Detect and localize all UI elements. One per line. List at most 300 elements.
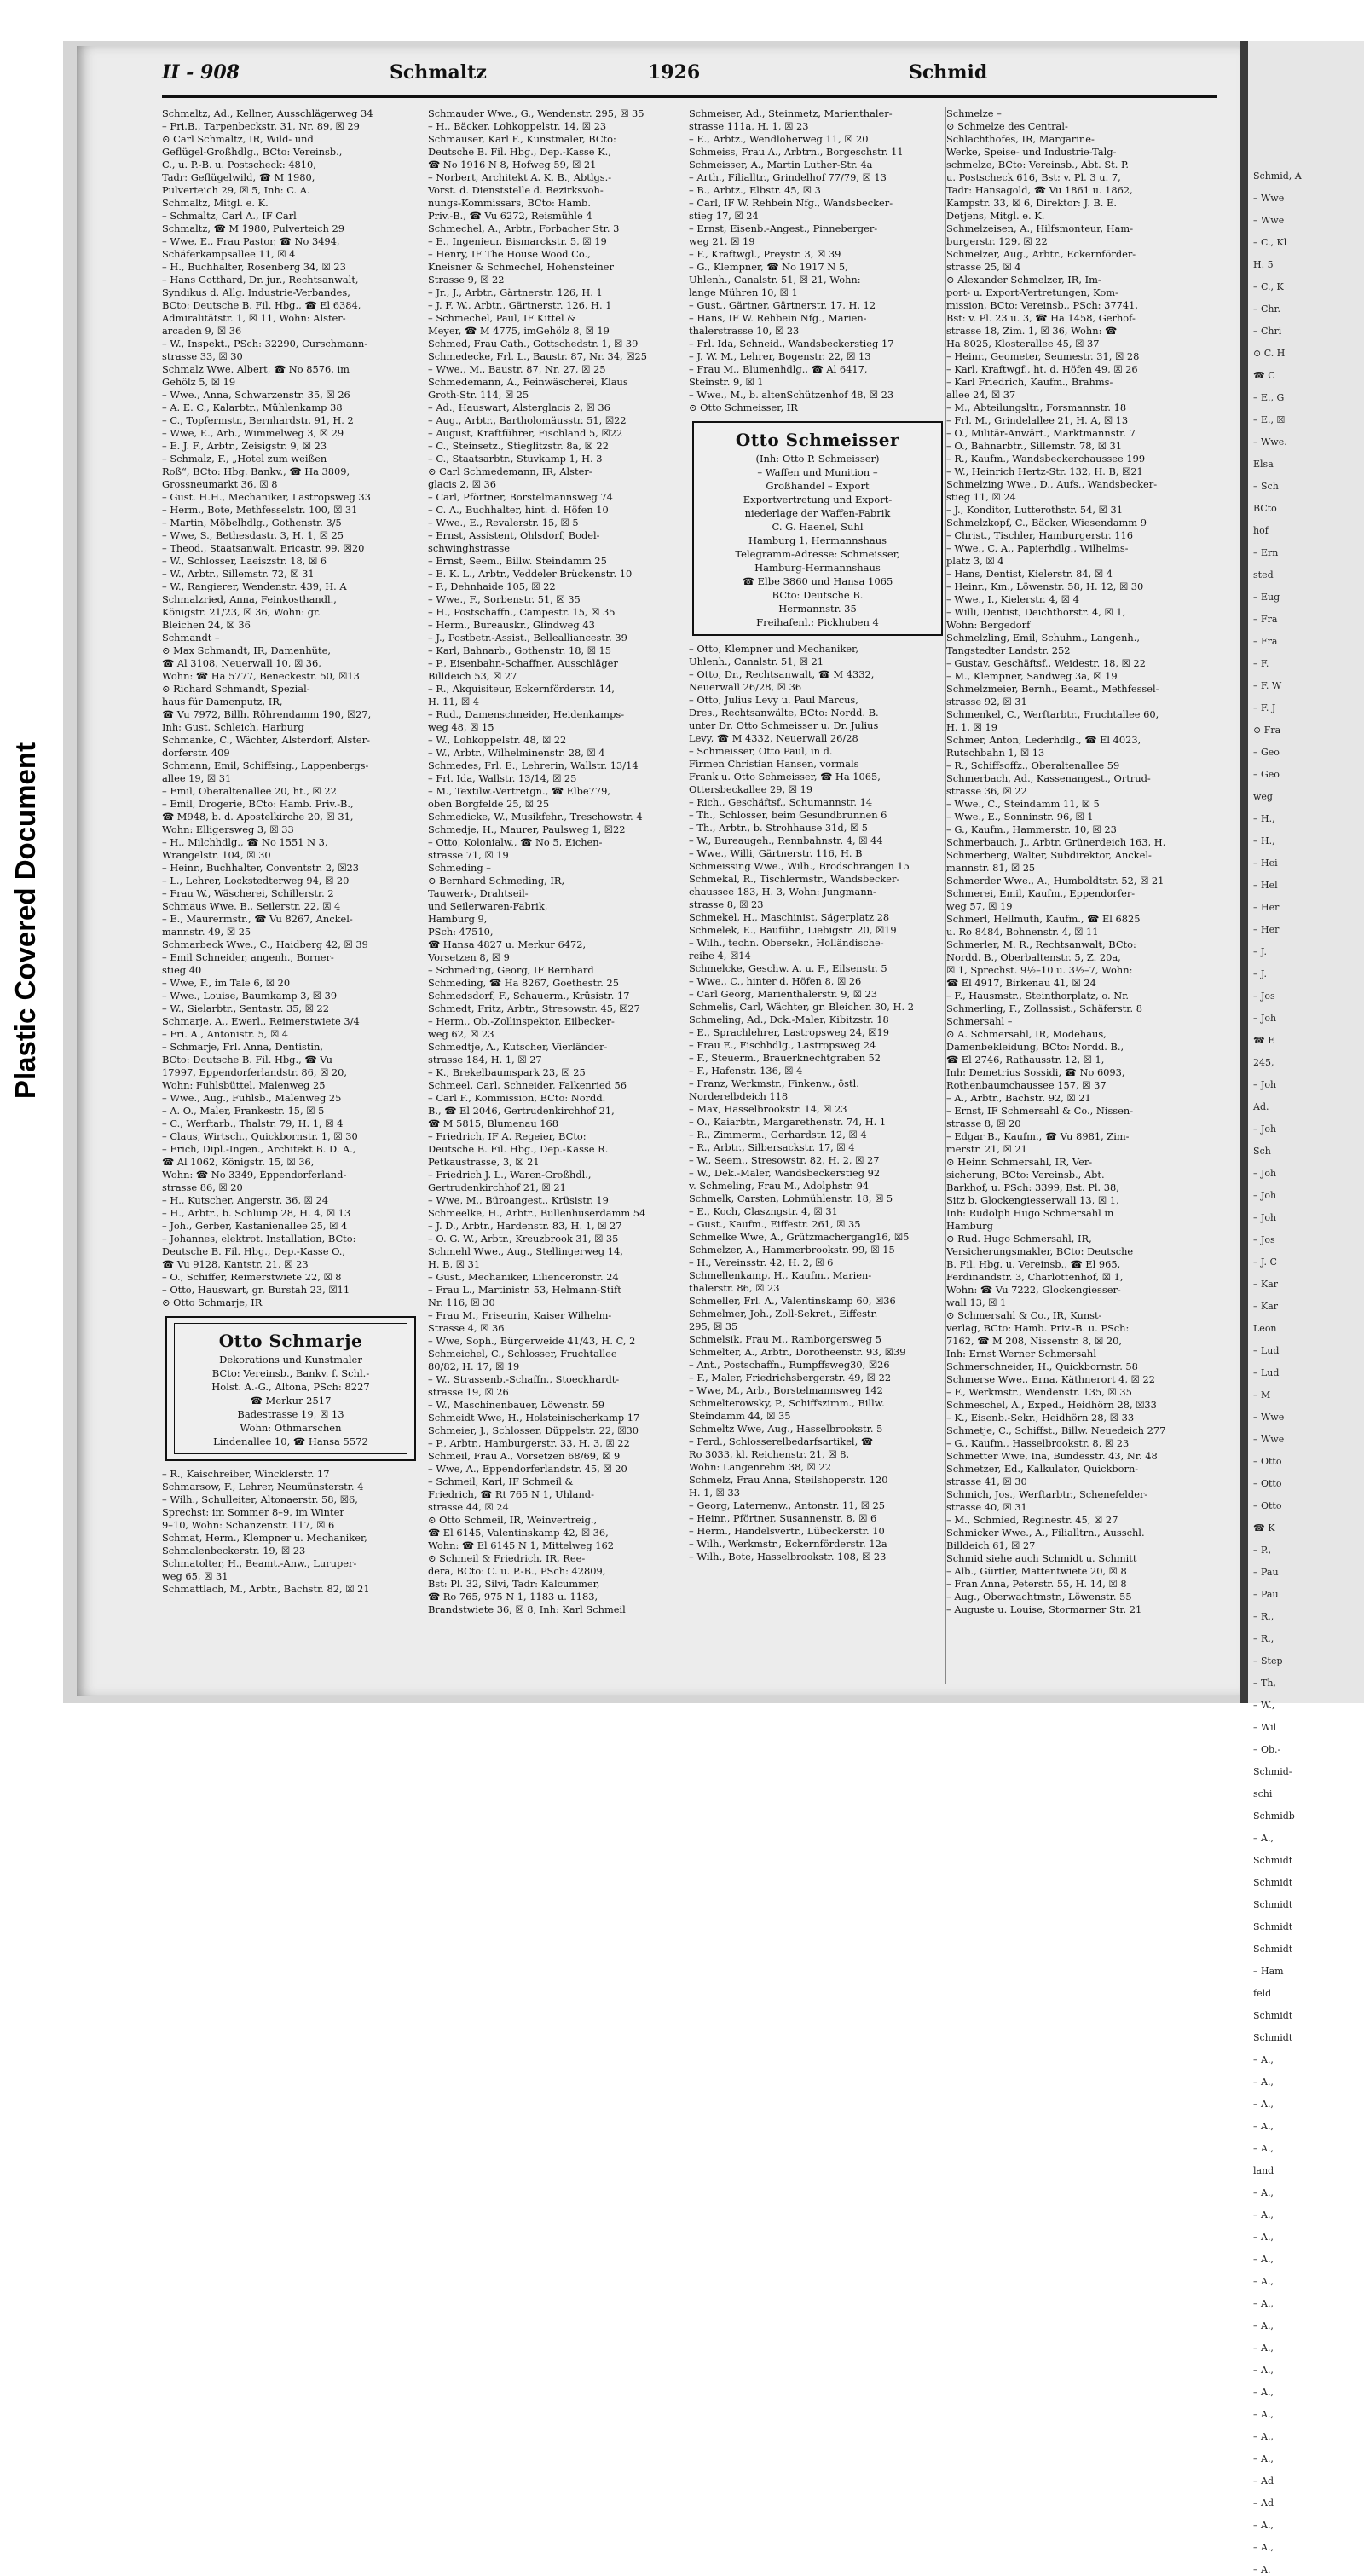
column-1-entries-after bbox=[162, 1468, 419, 1596]
directory-entry: ☎ Vu 9128, Kantstr. 21, ☒ 23 bbox=[162, 1258, 309, 1270]
directory-entry: Schmeelke, H., Arbtr., Bullenhuserdamm 54 bbox=[428, 1207, 646, 1219]
directory-entry: – Henry, IF The House Wood Co., bbox=[428, 248, 591, 260]
next-page-line: – E., ☒ bbox=[1253, 414, 1286, 425]
directory-entry: – O., Militär-Anwärt., Marktmannstr. 7 bbox=[946, 427, 1136, 439]
column-4-entries bbox=[946, 107, 1217, 1616]
next-page-fragment bbox=[1248, 41, 1364, 2575]
directory-entry: – Karl, Kraftwgf., ht. d. Höfen 49, ☒ 26 bbox=[946, 363, 1138, 375]
directory-entry: Friedrich, ☎ Rt 765 N 1, Uhland- bbox=[428, 1488, 594, 1500]
directory-entry: – Hans Gotthard, Dr. jur., Rechtsanwalt, bbox=[162, 274, 359, 286]
next-page-line: – Joh bbox=[1253, 1079, 1277, 1090]
header-left-term: Schmaltz bbox=[390, 61, 487, 84]
next-page-line: – R., bbox=[1253, 1633, 1274, 1644]
ad-line: Dekorations und Kunstmaler bbox=[219, 1354, 362, 1366]
next-page-line: – R., bbox=[1253, 1611, 1274, 1622]
directory-entry: Petkaustrasse, 3, ☒ 21 bbox=[428, 1156, 540, 1168]
ad-line: Holst. A.-G., Altona, PSch: 8227 bbox=[211, 1381, 370, 1393]
directory-entry: – Wwe, E., Frau Pastor, ☎ No 3494, bbox=[162, 235, 340, 247]
directory-entry: – F., Hausmstr., Steinthorplatz, o. Nr. bbox=[946, 990, 1130, 1002]
next-page-line: Schmidt bbox=[1253, 2010, 1293, 2021]
directory-entry: – Frl. M., Grindelallee 21, H. A, ☒ 13 bbox=[946, 414, 1129, 426]
directory-entry: Priv.-B., ☎ Vu 6272, Reismühle 4 bbox=[428, 210, 592, 222]
directory-entry: port- u. Export-Vertretungen, Kom- bbox=[946, 286, 1118, 298]
directory-entry: Schmeier, J., Schlosser, Düppelstr. 22, ☒30 bbox=[428, 1424, 639, 1436]
directory-entry: Grossneumarkt 36, ☒ 8 bbox=[162, 478, 278, 490]
directory-entry: Schmeissing Wwe., Wilh., Brodschrangen 15 bbox=[689, 860, 910, 872]
directory-entry: – Max, Hasselbrookstr. 14, ☒ 23 bbox=[689, 1103, 847, 1115]
directory-entry: – Wwe., I., Kielerstr. 4, ☒ 4 bbox=[946, 593, 1079, 605]
directory-entry: ☎ Ro 765, 975 N 1, 1183 u. 1183, bbox=[428, 1591, 598, 1603]
directory-entry: – Emil, Drogerie, BCto: Hamb. Priv.-B., bbox=[162, 798, 354, 810]
directory-entry: – J., Konditor, Lutterothstr. 54, ☒ 31 bbox=[946, 504, 1123, 516]
header-rule bbox=[162, 95, 1217, 98]
directory-entry: – Wilh., techn. Obersekr., Holländische- bbox=[689, 937, 884, 949]
directory-entry: – W., Lohkoppelstr. 48, ☒ 22 bbox=[428, 734, 567, 746]
directory-entry: ⊙ Max Schmandt, IR, Damenhüte, bbox=[162, 644, 331, 656]
directory-entry: Schmeling, Ad., Dck.-Maler, Kibitzstr. 18 bbox=[689, 1014, 889, 1025]
directory-entry: strasse 8, ☒ 20 bbox=[946, 1118, 1021, 1129]
directory-entry: – C. A., Buchhalter, hint. d. Höfen 10 bbox=[428, 504, 609, 516]
directory-entry: Strasse 9, ☒ 22 bbox=[428, 274, 505, 286]
directory-entry: – Gustav, Geschäftsf., Weidestr. 18, ☒ 22 bbox=[946, 657, 1146, 669]
directory-entry: strasse 25, ☒ 4 bbox=[946, 261, 1021, 273]
next-page-line: schi bbox=[1253, 1788, 1273, 1799]
directory-entry: – E., Maurermstr., ☎ Vu 8267, Anckel- bbox=[162, 913, 353, 925]
next-page-line: Schmidt bbox=[1253, 1877, 1293, 1888]
directory-entry: ⊙ Schmelze des Central- bbox=[946, 120, 1068, 132]
directory-entry: ⊙ Carl Schmaltz, IR, Wild- und bbox=[162, 133, 314, 145]
directory-entry: Uhlenh., Canalstr. 51, ☒ 21 bbox=[689, 656, 824, 667]
directory-entry: – Herm., Bureauskr., Glindweg 43 bbox=[428, 619, 595, 631]
directory-entry: u. Ro 8484, Bohnenstr. 4, ☒ 11 bbox=[946, 926, 1099, 938]
ad-line: C. G. Haenel, Suhl bbox=[772, 521, 864, 533]
next-page-line: 245, bbox=[1253, 1057, 1274, 1068]
directory-entry: merstr. 21, ☒ 21 bbox=[946, 1143, 1027, 1155]
directory-entry: dera, BCto: C. u. P.-B., PSch: 42809, bbox=[428, 1565, 606, 1577]
next-page-line: – Sch bbox=[1253, 481, 1279, 492]
directory-entry: Deutsche B. Fil. Hbg., Dep.-Kasse K., bbox=[428, 146, 611, 158]
ad-line: ☎ Merkur 2517 bbox=[250, 1395, 332, 1406]
directory-entry: – Fran Anna, Peterstr. 55, H. 14, ☒ 8 bbox=[946, 1578, 1127, 1590]
directory-entry: Schäferkampsallee 11, ☒ 4 bbox=[162, 248, 296, 260]
directory-entry: Inh: Gust. Schleich, Harburg bbox=[162, 721, 304, 733]
next-page-line: – H., bbox=[1253, 835, 1275, 846]
directory-entry: – Ferd., Schlosserelbedarfsartikel, ☎ bbox=[689, 1435, 874, 1447]
next-page-line: – Kar bbox=[1253, 1279, 1279, 1290]
column-4 bbox=[946, 107, 1217, 1684]
directory-entry: Schmalenbeckerstr. 19, ☒ 23 bbox=[162, 1545, 306, 1557]
directory-entry: – J. D., Arbtr., Hardenstr. 83, H. 1, ☒ 27 bbox=[428, 1220, 622, 1232]
directory-entry: – O., Bahnarbtr., Sillemstr. 78, ☒ 31 bbox=[946, 440, 1123, 452]
ad-line: Wohn: Othmarschen bbox=[240, 1422, 342, 1434]
directory-entry: Schmid siehe auch Schmidt u. Schmitt bbox=[946, 1552, 1137, 1564]
directory-entry: Schmed, Frau Cath., Gottschedstr. 1, ☒ 39 bbox=[428, 338, 639, 349]
directory-entry: 9–10, Wohn: Schanzenstr. 117, ☒ 6 bbox=[162, 1519, 335, 1531]
directory-entry: – W., Rangierer, Wendenstr. 439, H. A bbox=[162, 580, 347, 592]
directory-entry: – R., Kaufm., Wandsbeckerchaussee 199 bbox=[946, 453, 1146, 465]
next-page-line: hof bbox=[1253, 525, 1269, 536]
next-page-lines bbox=[1248, 170, 1364, 2576]
directory-entry: – Theod., Staatsanwalt, Ericastr. 99, ☒20 bbox=[162, 542, 365, 554]
directory-entry: Schmelzing Wwe., D., Aufs., Wandsbecker- bbox=[946, 478, 1158, 490]
directory-entry: – M., Klempner, Sandweg 3a, ☒ 19 bbox=[946, 670, 1118, 682]
ad-line: Hamburg-Hermannshaus bbox=[754, 562, 881, 574]
next-page-line: land bbox=[1253, 2165, 1274, 2176]
directory-entry: – Wwe, E., Arb., Wimmelweg 3, ☒ 29 bbox=[162, 427, 344, 439]
directory-entry: Geflügel-Großhdlg., BCto: Vereinsb., bbox=[162, 146, 343, 158]
directory-entry: – Ant., Postschaffn., Rumpffsweg30, ☒26 bbox=[689, 1359, 890, 1371]
directory-entry: mission, BCto: Vereinsb., PSch: 37741, bbox=[946, 299, 1138, 311]
column-2 bbox=[428, 107, 685, 1684]
ad-line: (Inh: Otto P. Schmeisser) bbox=[755, 453, 880, 465]
next-page-line: – A., bbox=[1253, 2054, 1274, 2065]
directory-entry: – Herm., Ob.-Zollinspektor, Eilbecker- bbox=[428, 1015, 615, 1027]
directory-entry: weg 65, ☒ 31 bbox=[162, 1570, 228, 1582]
directory-entry: Ro 3033, kl. Reichenstr. 21, ☒ 8, bbox=[689, 1448, 850, 1460]
directory-entry: – H., Milchhdlg., ☎ No 1551 N 3, bbox=[162, 836, 328, 848]
next-page-line: – F. bbox=[1253, 658, 1269, 669]
directory-entry: – G., Kaufm., Hammerstr. 10, ☒ 23 bbox=[946, 823, 1117, 835]
directory-entry: Kampstr. 33, ☒ 6, Direktor: J. B. E. bbox=[946, 197, 1117, 209]
directory-entry: ⊙ A. Schmersahl, IR, Modehaus, bbox=[946, 1028, 1107, 1040]
directory-entry: – Karl Friedrich, Kaufm., Brahms- bbox=[946, 376, 1113, 388]
ad-line: Hamburg 1, Hermannshaus bbox=[748, 534, 887, 546]
directory-entry: Schmetzer, Ed., Kalkulator, Quickborn- bbox=[946, 1463, 1139, 1475]
directory-entry: – H., Kutscher, Angerstr. 36, ☒ 24 bbox=[162, 1194, 328, 1206]
directory-entry: – G., Klempner, ☎ No 1917 N 5, bbox=[689, 261, 848, 273]
directory-entry: – Claus, Wirtsch., Quickbornstr. 1, ☒ 30 bbox=[162, 1130, 358, 1142]
directory-entry: – W., Strassenb.-Schaffn., Stoeckhardt- bbox=[428, 1373, 620, 1385]
directory-entry: Nordd. B., Oberbaltenstr. 5, Z. 20a, bbox=[946, 951, 1121, 963]
directory-entry: – Th., Arbtr., b. Strohhause 31d, ☒ 5 bbox=[689, 822, 869, 834]
directory-entry: Nr. 116, ☒ 30 bbox=[428, 1297, 495, 1308]
directory-entry: – Georg, Laternenw., Antonstr. 11, ☒ 25 bbox=[689, 1499, 886, 1511]
ad-line: BCto: Vereinsb., Bankv. f. Schl.- bbox=[211, 1367, 370, 1379]
directory-entry: ☎ Al 3108, Neuerwall 10, ☒ 36, bbox=[162, 657, 321, 669]
directory-entry: – Fri. A., Antonistr. 5, ☒ 4 bbox=[162, 1028, 289, 1040]
directory-entry: H. 1, ☒ 19 bbox=[946, 721, 997, 733]
directory-entry: – W., Schlosser, Laeiszstr. 18, ☒ 6 bbox=[162, 555, 327, 567]
next-page-line: – Wwe bbox=[1253, 193, 1285, 204]
directory-entry: – Johannes, elektrot. Installation, BCto: bbox=[162, 1233, 356, 1245]
directory-entry: C., u. P.-B. u. Postscheck: 4810, bbox=[162, 159, 316, 170]
directory-entry: – Wwe, A., Eppendorferlandstr. 45, ☒ 20 bbox=[428, 1463, 627, 1475]
plastic-covered-label: Plastic Covered Document bbox=[9, 742, 41, 1100]
directory-entry: ☎ M948, b. d. Apostelkirche 20, ☒ 31, bbox=[162, 811, 354, 823]
next-page-line: – A. bbox=[1253, 2564, 1271, 2575]
directory-entry: – Christ., Tischler, Hamburgerstr. 116 bbox=[946, 529, 1134, 541]
directory-entry: Schmaltz, Mitgl. e. K. bbox=[162, 197, 269, 209]
directory-entry: – P., Arbtr., Hamburgerstr. 33, H. 3, ☒ 22 bbox=[428, 1437, 630, 1449]
directory-entry: – Wwe., E., Sonninstr. 96, ☒ 1 bbox=[946, 811, 1094, 823]
directory-entry: Schmeding, ☎ Ha 8267, Goethestr. 25 bbox=[428, 977, 619, 989]
directory-page bbox=[77, 46, 1240, 1696]
directory-entry: Inh: Ernst Werner Schmersahl bbox=[946, 1348, 1096, 1360]
next-page-line: – Wwe bbox=[1253, 1412, 1285, 1423]
directory-entry: Schmalz Wwe. Albert, ☎ No 8576, im bbox=[162, 363, 350, 375]
directory-entry: Schmeidt Wwe, H., Holsteinischerkamp 17 bbox=[428, 1412, 640, 1424]
directory-entry: Admiralitätstr. 1, ☒ 11, Wohn: Alster- bbox=[162, 312, 346, 324]
directory-entry: ⊙ Otto Schmeisser, IR bbox=[689, 401, 798, 413]
directory-entry: Damenbekleidung, BCto: Nordd. B., bbox=[946, 1041, 1124, 1053]
directory-entry: – F., Kraftwgl., Preystr. 3, ☒ 39 bbox=[689, 248, 841, 260]
next-page-line: – Joh bbox=[1253, 1168, 1277, 1179]
next-page-line: – Pau bbox=[1253, 1567, 1279, 1578]
directory-entry: Deutsche B. Fil. Hbg., Dep.-Kasse O., bbox=[162, 1245, 346, 1257]
directory-entry: – M., Abteilungsltr., Forsmannstr. 18 bbox=[946, 401, 1127, 413]
directory-entry: – H., Arbtr., b. Schlump 28, H. 4, ☒ 13 bbox=[162, 1207, 351, 1219]
directory-entry: Schmat, Herm., Klempner u. Mechaniker, bbox=[162, 1532, 367, 1544]
next-page-line: – A., bbox=[1253, 2076, 1274, 2088]
directory-entry: Schmelmer, Joh., Zoll-Sekret., Eiffestr. bbox=[689, 1308, 878, 1320]
directory-entry: ☎ M 5815, Blumenau 168 bbox=[428, 1118, 559, 1129]
directory-entry: Schmetje, C., Schiffst., Billw. Neuedeich 277 bbox=[946, 1424, 1166, 1436]
directory-entry: Schmehl Wwe., Aug., Stellingerweg 14, bbox=[428, 1245, 623, 1257]
next-page-line: – A., bbox=[1253, 2187, 1274, 2198]
directory-entry: Sitz b. Glockengiesserwall 13, ☒ 1, bbox=[946, 1194, 1119, 1206]
directory-entry: – Friedrich J. L., Waren-Großhdl., bbox=[428, 1169, 592, 1181]
directory-entry: – Wilh., Schulleiter, Altonaerstr. 58, ☒6, bbox=[162, 1493, 358, 1505]
next-page-line: – A., bbox=[1253, 2387, 1274, 2398]
directory-entry: Schmattlach, M., Arbtr., Bachstr. 82, ☒ 21 bbox=[162, 1583, 370, 1595]
directory-entry: u. Postscheck 616, Bst: v. Pl. 3 u. 7, bbox=[946, 171, 1121, 183]
directory-entry: – Th., Schlosser, beim Gesundbrunnen 6 bbox=[689, 809, 887, 821]
directory-entry: Schmedt, Fritz, Arbtr., Stresowstr. 45, ☒27 bbox=[428, 1002, 640, 1014]
directory-entry: stieg 17, ☒ 24 bbox=[689, 210, 759, 222]
next-page-line: – Step bbox=[1253, 1655, 1283, 1666]
next-page-line: – W., bbox=[1253, 1700, 1275, 1711]
directory-entry: Neuerwall 26/28, ☒ 36 bbox=[689, 681, 802, 693]
directory-entry: – August, Kraftführer, Fischland 5, ☒22 bbox=[428, 427, 623, 439]
directory-entry: Wohn: Elligersweg 3, ☒ 33 bbox=[162, 823, 294, 835]
directory-entry: mannstr. 81, ☒ 25 bbox=[946, 862, 1036, 874]
next-page-line: – A., bbox=[1253, 2342, 1274, 2354]
directory-entry: – Herm., Bote, Methfesselstr. 100, ☒ 31 bbox=[162, 504, 358, 516]
directory-entry: thalerstr. 86, ☒ 23 bbox=[689, 1282, 780, 1294]
directory-entry: Schmetter Wwe, Ina, Bundesstr. 43, Nr. 48 bbox=[946, 1450, 1158, 1462]
directory-entry: – Otto, Kolonialw., ☎ No 5, Eichen- bbox=[428, 836, 603, 848]
directory-entry: Schmeiser, Ad., Steinmetz, Marienthaler- bbox=[689, 107, 893, 119]
directory-entry: Schmarbeck Wwe., C., Haidberg 42, ☒ 39 bbox=[162, 939, 368, 950]
directory-entry: – W., Maschinenbauer, Löwenstr. 59 bbox=[428, 1399, 605, 1411]
directory-entry: – Wwe., Willi, Gärtnerstr. 116, H. B bbox=[689, 847, 863, 859]
directory-entry: – K., Eisenb.-Sekr., Heidhörn 28, ☒ 33 bbox=[946, 1412, 1135, 1424]
next-page-line: H. 5 bbox=[1253, 259, 1274, 270]
next-page-margin bbox=[1248, 41, 1364, 160]
directory-entry: – C., Topfermstr., Bernhardstr. 91, H. 2 bbox=[162, 414, 354, 426]
next-page-line: – Chr. bbox=[1253, 303, 1281, 315]
next-page-line: Sch bbox=[1253, 1146, 1271, 1157]
header-right-term: Schmid bbox=[909, 61, 988, 84]
directory-entry: – Carl F., Kommission, BCto: Nordd. bbox=[428, 1092, 606, 1104]
directory-entry: – R., Zimmerm., Gerhardstr. 12, ☒ 4 bbox=[689, 1129, 867, 1141]
ad-otto-schmeisser bbox=[692, 421, 943, 636]
directory-entry: – C., Steinsetz., Stieglitzstr. 8a, ☒ 22 bbox=[428, 440, 609, 452]
directory-entry: ⊙ Schmeil & Friedrich, IR, Ree- bbox=[428, 1552, 586, 1564]
next-page-line: – A., bbox=[1253, 2453, 1274, 2464]
next-page-line: – Fra bbox=[1253, 614, 1278, 625]
directory-entry: – J., Postbetr.-Assist., Bellealliancestr. 39 bbox=[428, 632, 627, 644]
directory-entry: strasse 111a, H. 1, ☒ 23 bbox=[689, 120, 809, 132]
next-page-line: Ad. bbox=[1253, 1101, 1269, 1112]
directory-entry: strasse 18, Zim. 1, ☒ 36, Wohn: ☎ bbox=[946, 325, 1118, 337]
next-page-line: Elsa bbox=[1253, 459, 1274, 470]
directory-entry: – Ad., Hauswart, Alsterglacis 2, ☒ 36 bbox=[428, 401, 610, 413]
next-page-line: – Wil bbox=[1253, 1722, 1277, 1733]
directory-entry: – Martin, Möbelhdlg., Gothenstr. 3/5 bbox=[162, 517, 342, 528]
directory-entry: – Otto, Julius Levy u. Paul Marcus, bbox=[689, 694, 858, 706]
directory-entry: Wohn: Fuhlsbüttel, Malenweg 25 bbox=[162, 1079, 326, 1091]
directory-entry: – Willi, Dentist, Deichthorstr. 4, ☒ 1, bbox=[946, 606, 1126, 618]
directory-entry: strasse 33, ☒ 30 bbox=[162, 350, 243, 362]
next-page-line: Schmid, A bbox=[1253, 170, 1302, 182]
directory-entry: – O., Schiffer, Reimerstwiete 22, ☒ 8 bbox=[162, 1271, 342, 1283]
next-page-line: – Hei bbox=[1253, 858, 1278, 869]
directory-entry: Schmerbach, Ad., Kassenangest., Ortrud- bbox=[946, 772, 1151, 784]
directory-entry: Schmelzling, Emil, Schuhm., Langenh., bbox=[946, 632, 1140, 644]
directory-entry: ☎ Vu 7972, Billh. Röhrendamm 190, ☒27, bbox=[162, 708, 372, 720]
directory-entry: strasse 86, ☒ 20 bbox=[162, 1181, 243, 1193]
directory-entry: Gertrudenkirchhof 21, ☒ 21 bbox=[428, 1181, 566, 1193]
directory-entry: Schmedemann, A., Feinwäscherei, Klaus bbox=[428, 376, 628, 388]
directory-entry: Groth-Str. 114, ☒ 25 bbox=[428, 389, 529, 401]
ad-line: Badestrasse 19, ☒ 13 bbox=[237, 1408, 344, 1420]
directory-entry: Wohn: ☎ No 3349, Eppendorferland- bbox=[162, 1169, 347, 1181]
directory-entry: – H., Bäcker, Lohkoppelstr. 14, ☒ 23 bbox=[428, 120, 607, 132]
next-page-line: – Ad bbox=[1253, 2475, 1274, 2486]
directory-entry: Steinstr. 9, ☒ 1 bbox=[689, 376, 764, 388]
directory-entry: – Frau W., Wäscherei, Schillerstr. 2 bbox=[162, 887, 334, 899]
ad-line: – Waffen und Munition – bbox=[757, 466, 878, 478]
next-page-line: ⊙ Fra bbox=[1253, 725, 1281, 736]
column-1-entries bbox=[162, 107, 419, 1309]
directory-entry: – Wwe., F., Sorbenstr. 51, ☒ 35 bbox=[428, 593, 581, 605]
next-page-line: – A., bbox=[1253, 2298, 1274, 2309]
directory-entry: Schmanke, C., Wächter, Alsterdorf, Alster- bbox=[162, 734, 370, 746]
directory-entry: – Heinr., Buchhalter, Conventstr. 2, ☒23 bbox=[162, 862, 360, 874]
directory-entry: – Wilh., Werkmstr., Eckernförderstr. 12a bbox=[689, 1538, 887, 1550]
column-3-entries bbox=[689, 107, 946, 414]
directory-entry: – J. F. W., Arbtr., Gärtnerstr. 126, H. 1 bbox=[428, 299, 612, 311]
next-page-line: – Eug bbox=[1253, 592, 1280, 603]
directory-entry: Frank u. Otto Schmeisser, ☎ Ha 1065, bbox=[689, 771, 881, 783]
directory-entry: Rothenbaumchaussee 157, ☒ 37 bbox=[946, 1079, 1107, 1091]
directory-entry: – Gust. H.H., Mechaniker, Lastropsweg 33 bbox=[162, 491, 371, 503]
directory-entry: Ha 8025, Klosterallee 45, ☒ 37 bbox=[946, 338, 1100, 349]
next-page-line: – Otto bbox=[1253, 1500, 1282, 1511]
directory-entry: – Wwe., Anna, Schwarzenstr. 35, ☒ 26 bbox=[162, 389, 350, 401]
directory-entry: strasse 40, ☒ 31 bbox=[946, 1501, 1027, 1513]
next-page-line: – Wwe bbox=[1253, 215, 1285, 226]
directory-entry: Werke, Speise- und Industrie-Talg- bbox=[946, 146, 1117, 158]
page-header bbox=[77, 61, 1240, 99]
directory-entry: ☎ Hansa 4827 u. Merkur 6472, bbox=[428, 939, 587, 950]
directory-entry: Wrangelstr. 104, ☒ 30 bbox=[162, 849, 271, 861]
next-page-line: ☎ C bbox=[1253, 370, 1275, 381]
column-3-entries-after bbox=[689, 643, 946, 1563]
directory-entry: Schmerschneider, H., Quickbornstr. 58 bbox=[946, 1360, 1138, 1372]
directory-entry: – Wwe, F., im Tale 6, ☒ 20 bbox=[162, 977, 291, 989]
directory-entry: Schmelcke, Geschw. A. u. F., Eilsenstr. 5 bbox=[689, 962, 887, 974]
directory-entry: Schmedecke, Frl. L., Baustr. 87, Nr. 34, ☒25 bbox=[428, 350, 647, 362]
directory-entry: – Wwe, M., Büroangest., Krüsistr. 19 bbox=[428, 1194, 609, 1206]
directory-entry: Strasse 4, ☒ 36 bbox=[428, 1322, 505, 1334]
directory-entry: Schmerberg, Walter, Subdirektor, Anckel- bbox=[946, 849, 1152, 861]
directory-entry: Schmerbauch, J., Arbtr. Grünerdeich 163, H. bbox=[946, 836, 1166, 848]
directory-entry: – Emil Schneider, angenh., Borner- bbox=[162, 951, 334, 963]
directory-entry: ☎ El 4917, Birkenau 41, ☒ 24 bbox=[946, 977, 1096, 989]
directory-entry: – Frau M., Friseurin, Kaiser Wilhelm- bbox=[428, 1309, 612, 1321]
directory-entry: – Aug., Oberwachtmstr., Löwenstr. 55 bbox=[946, 1591, 1132, 1603]
directory-entry: Schmelter, A., Arbtr., Dorotheenstr. 93, ☒39 bbox=[689, 1346, 906, 1358]
next-page-line: – A., bbox=[1253, 2254, 1274, 2265]
directory-entry: – Frau L., Martinistr. 53, Helmann-Stift bbox=[428, 1284, 621, 1296]
directory-entry: Schmeisser, A., Martin Luther-Str. 4a bbox=[689, 159, 873, 170]
next-page-line: Schmidt bbox=[1253, 1855, 1293, 1866]
directory-entry: Hamburg bbox=[946, 1220, 993, 1232]
directory-entry: – Frau E., Fischhdlg., Lastropsweg 24 bbox=[689, 1039, 876, 1051]
next-page-line: – A., bbox=[1253, 2143, 1274, 2154]
directory-entry: – Emil, Oberaltenallee 20, ht., ☒ 22 bbox=[162, 785, 337, 797]
directory-entry: – Schmeisser, Otto Paul, in d. bbox=[689, 745, 833, 757]
directory-entry: – Edgar B., Kaufm., ☎ Vu 8981, Zim- bbox=[946, 1130, 1130, 1142]
directory-entry: Detjens, Mitgl. e. K. bbox=[946, 210, 1045, 222]
directory-entry: Schmelzer, A., Hammerbrookstr. 99, ☒ 15 bbox=[689, 1244, 895, 1256]
directory-entry: Dres., Rechtsanwälte, BCto: Nordd. B. bbox=[689, 707, 879, 719]
next-page-line: – Hel bbox=[1253, 880, 1278, 891]
directory-entry: Tadr: Geflügelwild, ☎ M 1980, bbox=[162, 171, 315, 183]
directory-entry: Schmellenkamp, H., Kaufm., Marien- bbox=[689, 1269, 872, 1281]
directory-entry: Tauwerk-, Drahtseil- bbox=[428, 887, 529, 899]
next-page-line: Schmidt bbox=[1253, 1899, 1293, 1910]
directory-entry: – W., Dek.-Maler, Wandsbeckerstieg 92 bbox=[689, 1167, 881, 1179]
directory-entry: – E., Sprachlehrer, Lastropsweg 24, ☒19 bbox=[689, 1026, 889, 1038]
directory-entry: ☎ El 2746, Rathausstr. 12, ☒ 1, bbox=[946, 1054, 1105, 1066]
next-page-line: – Joh bbox=[1253, 1190, 1277, 1201]
directory-entry: strasse 184, H. 1, ☒ 27 bbox=[428, 1054, 542, 1066]
ad-lines bbox=[701, 452, 934, 629]
directory-entry: Wohn: ☎ Vu 7222, Glockengiesser- bbox=[946, 1284, 1121, 1296]
next-page-line: – C., K bbox=[1253, 281, 1284, 292]
directory-entry: – Frl. Ida, Wallstr. 13/14, ☒ 25 bbox=[428, 772, 577, 784]
directory-entry: ☒ 1, Sprechst. 9½–10 u. 3½–7, Wohn: bbox=[946, 964, 1133, 976]
directory-entry: – R., Akquisiteur, Eckernförderstr. 14, bbox=[428, 683, 615, 695]
next-page-line: – Pau bbox=[1253, 1589, 1279, 1600]
directory-entry: oben Borgfelde 25, ☒ 25 bbox=[428, 798, 550, 810]
directory-entry: – W., Sielarbtr., Sentastr. 35, ☒ 22 bbox=[162, 1002, 330, 1014]
next-page-line: – Lud bbox=[1253, 1345, 1280, 1356]
directory-entry: glacis 2, ☒ 36 bbox=[428, 478, 497, 490]
next-page-line: – Th, bbox=[1253, 1678, 1276, 1689]
directory-entry: lange Mühren 10, ☒ 1 bbox=[689, 286, 798, 298]
directory-entry: – Aug., Arbtr., Bartholomäusstr. 51, ☒22 bbox=[428, 414, 627, 426]
next-page-line: – F. J bbox=[1253, 702, 1276, 713]
directory-entry: B., ☎ El 2046, Gertrudenkirchhof 21, bbox=[428, 1105, 615, 1117]
directory-entry: dorferstr. 409 bbox=[162, 747, 230, 759]
directory-entry: – Otto, Dr., Rechtsanwalt, ☎ M 4332, bbox=[689, 668, 875, 680]
directory-entry: – Ernst, Seem., Billw. Steindamm 25 bbox=[428, 555, 607, 567]
directory-entry: Schmeiss, Frau A., Arbtrn., Borgeschstr. 11 bbox=[689, 146, 904, 158]
directory-entry: – E., Arbtz., Wendloherweg 11, ☒ 20 bbox=[689, 133, 869, 145]
directory-entry: Schmerler, M. R., Rechtsanwalt, BCto: bbox=[946, 939, 1136, 950]
directory-entry: Schmann, Emil, Schiffsing., Lappenbergs- bbox=[162, 760, 369, 771]
directory-entry: – Ernst, Eisenb.-Angest., Pinneberger- bbox=[689, 222, 878, 234]
directory-entry: Billdeich 53, ☒ 27 bbox=[428, 670, 517, 682]
directory-entry: weg 48, ☒ 15 bbox=[428, 721, 494, 733]
directory-entry: Wohn: ☎ Ha 5777, Beneckestr. 50, ☒13 bbox=[162, 670, 360, 682]
directory-entry: Kneisner & Schmechel, Hohensteiner bbox=[428, 261, 614, 273]
column-3 bbox=[689, 107, 946, 1684]
